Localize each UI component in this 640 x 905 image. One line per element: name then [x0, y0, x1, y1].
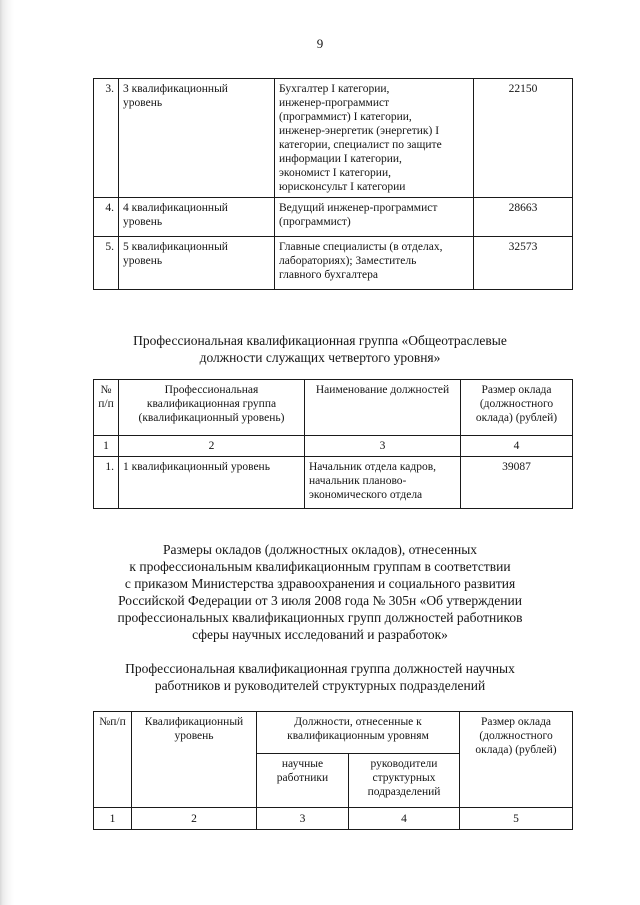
row-number: 3.: [94, 79, 119, 198]
header-department-heads: руководители структурных подразделений: [349, 754, 460, 808]
header-qualification-group: Профессиональная квалификационная группа (квалификационный уровень): [119, 380, 305, 436]
header-number: № п/п: [94, 380, 119, 436]
salary-value: 22150: [474, 79, 573, 198]
column-number: 5: [460, 808, 573, 830]
salary-value: 32573: [474, 237, 573, 290]
section-heading-order-305n: Размеры окладов (должностных окладов), отнесенных к профессиональным квалификационным группам в соответствии с приказом Министерства здравоохранения и социального развития Российской Федерации от 3 июля 2008 года № 305н «Об утверждении профессиональных квалификационных групп должностей работников сферы научных исследований и разработок»: [117, 542, 523, 642]
page-number: 9: [316, 36, 324, 51]
table-header-row: [94, 380, 573, 436]
column-number: 2: [119, 436, 305, 457]
salary-table-scientists: [93, 711, 573, 830]
table-row: [94, 79, 573, 198]
column-number-row: [94, 808, 573, 830]
salary-value: 39087: [461, 457, 573, 509]
table-header-row: [94, 712, 573, 754]
positions-cell: Бухгалтер I категории, инженер-программист (программист) I категории, инженер-энергетик (энергетик) I категории, специалист по защите информации I категории, экономист I категории, юрисконсульт I категории: [275, 79, 474, 198]
qualification-level: 5 квалификационный уровень: [119, 237, 275, 290]
row-number: 5.: [94, 237, 119, 290]
column-number: 4: [349, 808, 460, 830]
header-qualification-level: Квалификационный уровень: [132, 712, 257, 808]
qualification-level: 1 квалификационный уровень: [119, 457, 305, 509]
salary-value: 28663: [474, 198, 573, 237]
header-scientists: научные работники: [257, 754, 349, 808]
header-number: №п/п: [94, 712, 132, 808]
salary-table-continuation: [93, 78, 573, 290]
section-heading-scientists: Профессиональная квалификационная группа должностей научных работников и руководителей структурных подразделений: [125, 661, 515, 693]
column-number: 1: [94, 436, 119, 457]
positions-cell: Ведущий инженер-программист (программист): [275, 198, 474, 237]
header-salary: Размер оклада (должностного оклада) (рублей): [461, 380, 573, 436]
header-salary: Размер оклада (должностного оклада) (рублей): [460, 712, 573, 808]
column-number: 4: [461, 436, 573, 457]
table-row: [94, 237, 573, 290]
header-positions: Наименование должностей: [305, 380, 461, 436]
table-row: [94, 198, 573, 237]
positions-cell: Главные специалисты (в отделах, лабораториях); Заместитель главного бухгалтера: [275, 237, 474, 290]
table-row: [94, 457, 573, 509]
row-number: 4.: [94, 198, 119, 237]
row-number: 1.: [94, 457, 119, 509]
column-number: 2: [132, 808, 257, 830]
qualification-level: 4 квалификационный уровень: [119, 198, 275, 237]
column-number: 3: [305, 436, 461, 457]
column-number: 3: [257, 808, 349, 830]
column-number-row: [94, 436, 573, 457]
scan-edge: [0, 0, 14, 905]
section-heading-group-4: Профессиональная квалификационная группа «Общеотраслевые должности служащих четвертого уровня»: [133, 333, 507, 365]
column-number: 1: [94, 808, 132, 830]
qualification-level: 3 квалификационный уровень: [119, 79, 275, 198]
salary-table-group-4: [93, 379, 573, 509]
header-positions-by-level: Должности, отнесенные к квалификационным уровням: [257, 712, 460, 754]
positions-cell: Начальник отдела кадров, начальник планово- экономического отдела: [305, 457, 461, 509]
